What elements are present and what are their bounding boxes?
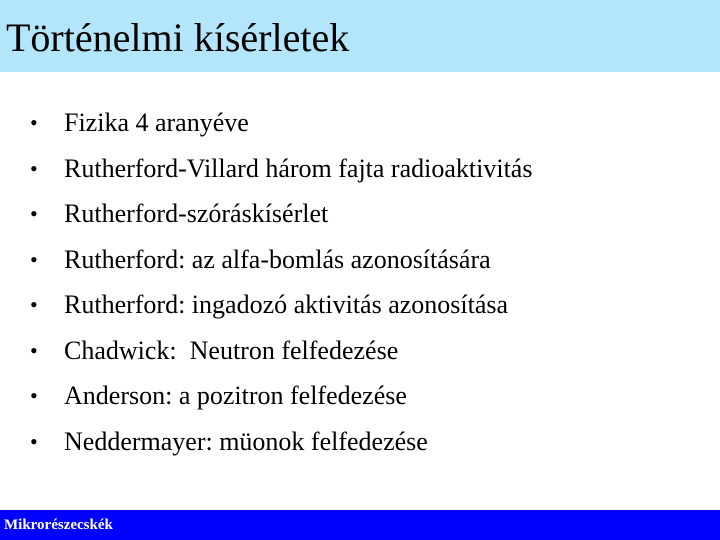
bullet-dot-icon: • (30, 110, 38, 135)
bullet-item (0, 191, 720, 237)
bullet-item (0, 373, 720, 419)
footer-label: Mikrorészecskék (4, 517, 113, 533)
bullet-dot-icon: • (30, 428, 38, 454)
bullet-item (0, 237, 720, 283)
bullet-dot-icon: • (30, 292, 38, 317)
bullet-item (0, 100, 720, 146)
bullet-text: Fizika 4 aranyéve (64, 108, 249, 137)
slide-title: Történelmi kísérletek (6, 15, 350, 60)
bullet-text: Anderson: a pozitron felfedezése (64, 381, 407, 410)
bullet-text: Rutherford: az alfa-bomlás azonosítására (64, 244, 491, 274)
bullet-dot-icon: • (30, 337, 38, 363)
bullet-text: Rutherford: ingadozó aktivitás azonosítása (64, 290, 509, 319)
bullet-text: Rutherford-Villard három fajta radioaktivitás (64, 153, 533, 183)
bullet-item (0, 419, 720, 465)
bullet-item (0, 146, 720, 192)
title-bar (0, 0, 720, 72)
bullet-dot-icon: • (30, 201, 38, 226)
bullet-text: Chadwick: Neutron felfedezése (64, 335, 399, 365)
footer-bar (0, 510, 720, 540)
bullet-text: Rutherford-szóráskísérlet (64, 199, 329, 228)
bullet-item (0, 282, 720, 328)
bullet-text: Neddermayer: müonok felfedezése (64, 426, 428, 456)
bullet-dot-icon: • (30, 383, 38, 408)
bullet-list (0, 100, 720, 464)
bullet-item (0, 328, 720, 374)
bullet-dot-icon: • (30, 155, 38, 181)
bullet-dot-icon: • (30, 246, 38, 272)
